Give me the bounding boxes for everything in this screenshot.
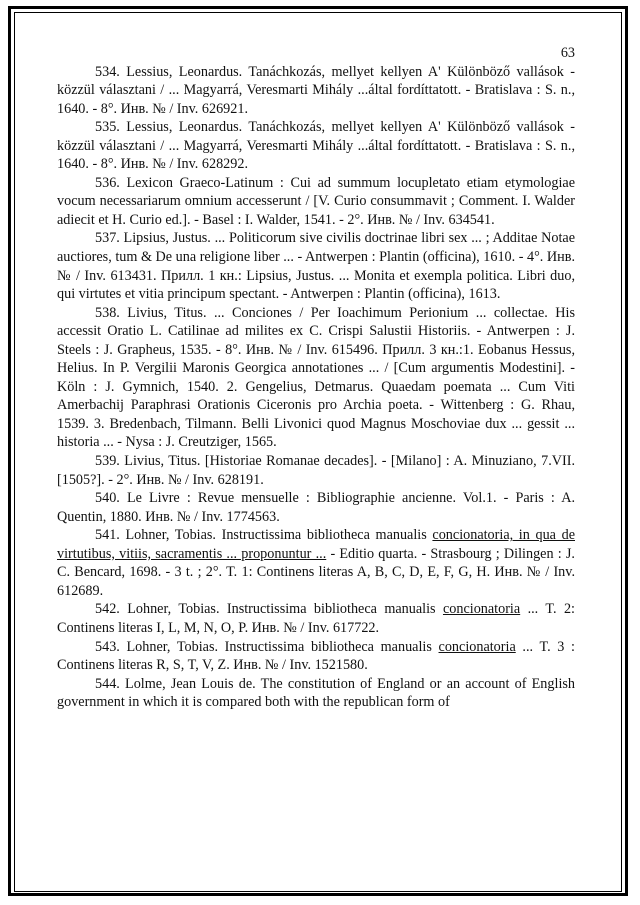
catalog-page: [57, 44, 575, 712]
catalog-entry-536: 536. Lexicon Graeco-Latinum : Cui ad summum locupletato etiam etymologiae vocum necessariarum omnium accesserunt / [V. Curio consummavit ; Comment. I. Walder adiecit et H. Curio ed.]. - Basel : I. Walder, 1541. - 2°. Инв. № / Inv. 634541.: [57, 174, 575, 228]
catalog-entry-543: [57, 638, 575, 675]
page-number: 63: [560, 45, 575, 61]
entry-text: - Editio quarta. - Strasbourg ; Dilingen : J. C. Bencard, 1698. - 3 t. ; 2°. T. 1: Continens literas A, B, C, D, E, F, G, H. Инв. № / Inv. 612689.: [57, 545, 575, 599]
underlined-title: concionatoria, in qua de virtutibus, vitiis, sacramentis ... proponuntur ...: [57, 527, 575, 562]
catalog-entry-537: 537. Lipsius, Justus. ... Politicorum sive civilis doctrinae libri sex ... ; Additae Notae auctiores, tum & De una religione liber ... - Antwerpen : Plantin (officina), 1610. - 4°. Инв. № / Inv. 613431. Прилл. 1 кн.: Lipsius, Justus. ... Monita et exempla politica. Libri duo, qui virtutes et vitia principum spectant. - Antwerpen : Plantin (officina), 1613.: [57, 230, 575, 303]
catalog-entry-542: [57, 600, 575, 637]
entry-text: 543. Lohner, Tobias. Instructissima bibliotheca manualis: [95, 638, 439, 655]
catalog-entry-534: 534. Lessius, Leonardus. Tanáchkozás, mellyet kellyen A' Különböző vallások - közzül választani / ... Magyarrá, Veresmarti Mihály ...által fordíttatott. - Bratislava : S. n., 1640. - 8°. Инв. № / Inv. 626921.: [57, 63, 575, 117]
entry-text: ... T. 2: Continens literas I, L, M, N, O, P. Инв. № / Inv. 617722.: [57, 601, 575, 636]
entry-text: 542. Lohner, Tobias. Instructissima bibliotheca manualis: [95, 601, 443, 618]
entry-text: 541. Lohner, Tobias. Instructissima bibliotheca manualis: [95, 527, 433, 544]
catalog-entry-535: 535. Lessius, Leonardus. Tanáchkozás, mellyet kellyen A' Különböző vallások - közzül választani / ... Magyarrá, Veresmarti Mihály ...által fordíttatott. - Bratislava : S. n., 1640. - 8°. Инв. № / Inv. 628292.: [57, 119, 575, 173]
underlined-title: concionatoria: [438, 638, 516, 655]
catalog-entry-538: 538. Livius, Titus. ... Conciones / Per Ioachimum Perionium ... collectae. His accessit Oratio L. Catilinae ad milites ex C. Crispi Salustii Historiis. - Antwerpen : J. Steels : J. Grapheus, 1535. - 8°. Инв. № / Inv. 615496. Прилл. 3 кн.:1. Eobanus Hessus, Helius. In P. Vergilii Maronis Georgica annotationes ... / [Cum argumentis Modestini]. - Köln : J. Gymnich, 1540. 2. Gengelius, Detmarus. Quaedam poemata ... Cum Viti Amerbachij Paraphrasi Orationis Ciceronis pro Archia poeta. - Wittenberg : G. Rhau, 1539. 3. Bredenbach, Tilmann. Belli Livonici quod Magnus Moschoviae dux ... gessit ... historia ... - Nysa : J. Creutziger, 1565.: [57, 304, 575, 451]
underlined-title: concionatoria: [442, 601, 521, 618]
entry-text: ... T. 3 : Continens literas R, S, T, V, Z. Инв. № / Inv. 1521580.: [57, 638, 575, 674]
catalog-entry-541: [57, 526, 575, 600]
catalog-entry-540: 540. Le Livre : Revue mensuelle : Bibliographie ancienne. Vol.1. - Paris : A. Quentin, 1880. Инв. № / Inv. 1774563.: [57, 490, 575, 525]
catalog-entry-539: 539. Livius, Titus. [Historiae Romanae decades]. - [Milano] : A. Minuziano, 7.VII.[1505?]. - 2°. Инв. № / Inv. 628191.: [57, 453, 575, 488]
catalog-entry-544: 544. Lolme, Jean Louis de. The constitution of England or an account of English government in which it is compared both with the republican form of: [57, 675, 575, 711]
